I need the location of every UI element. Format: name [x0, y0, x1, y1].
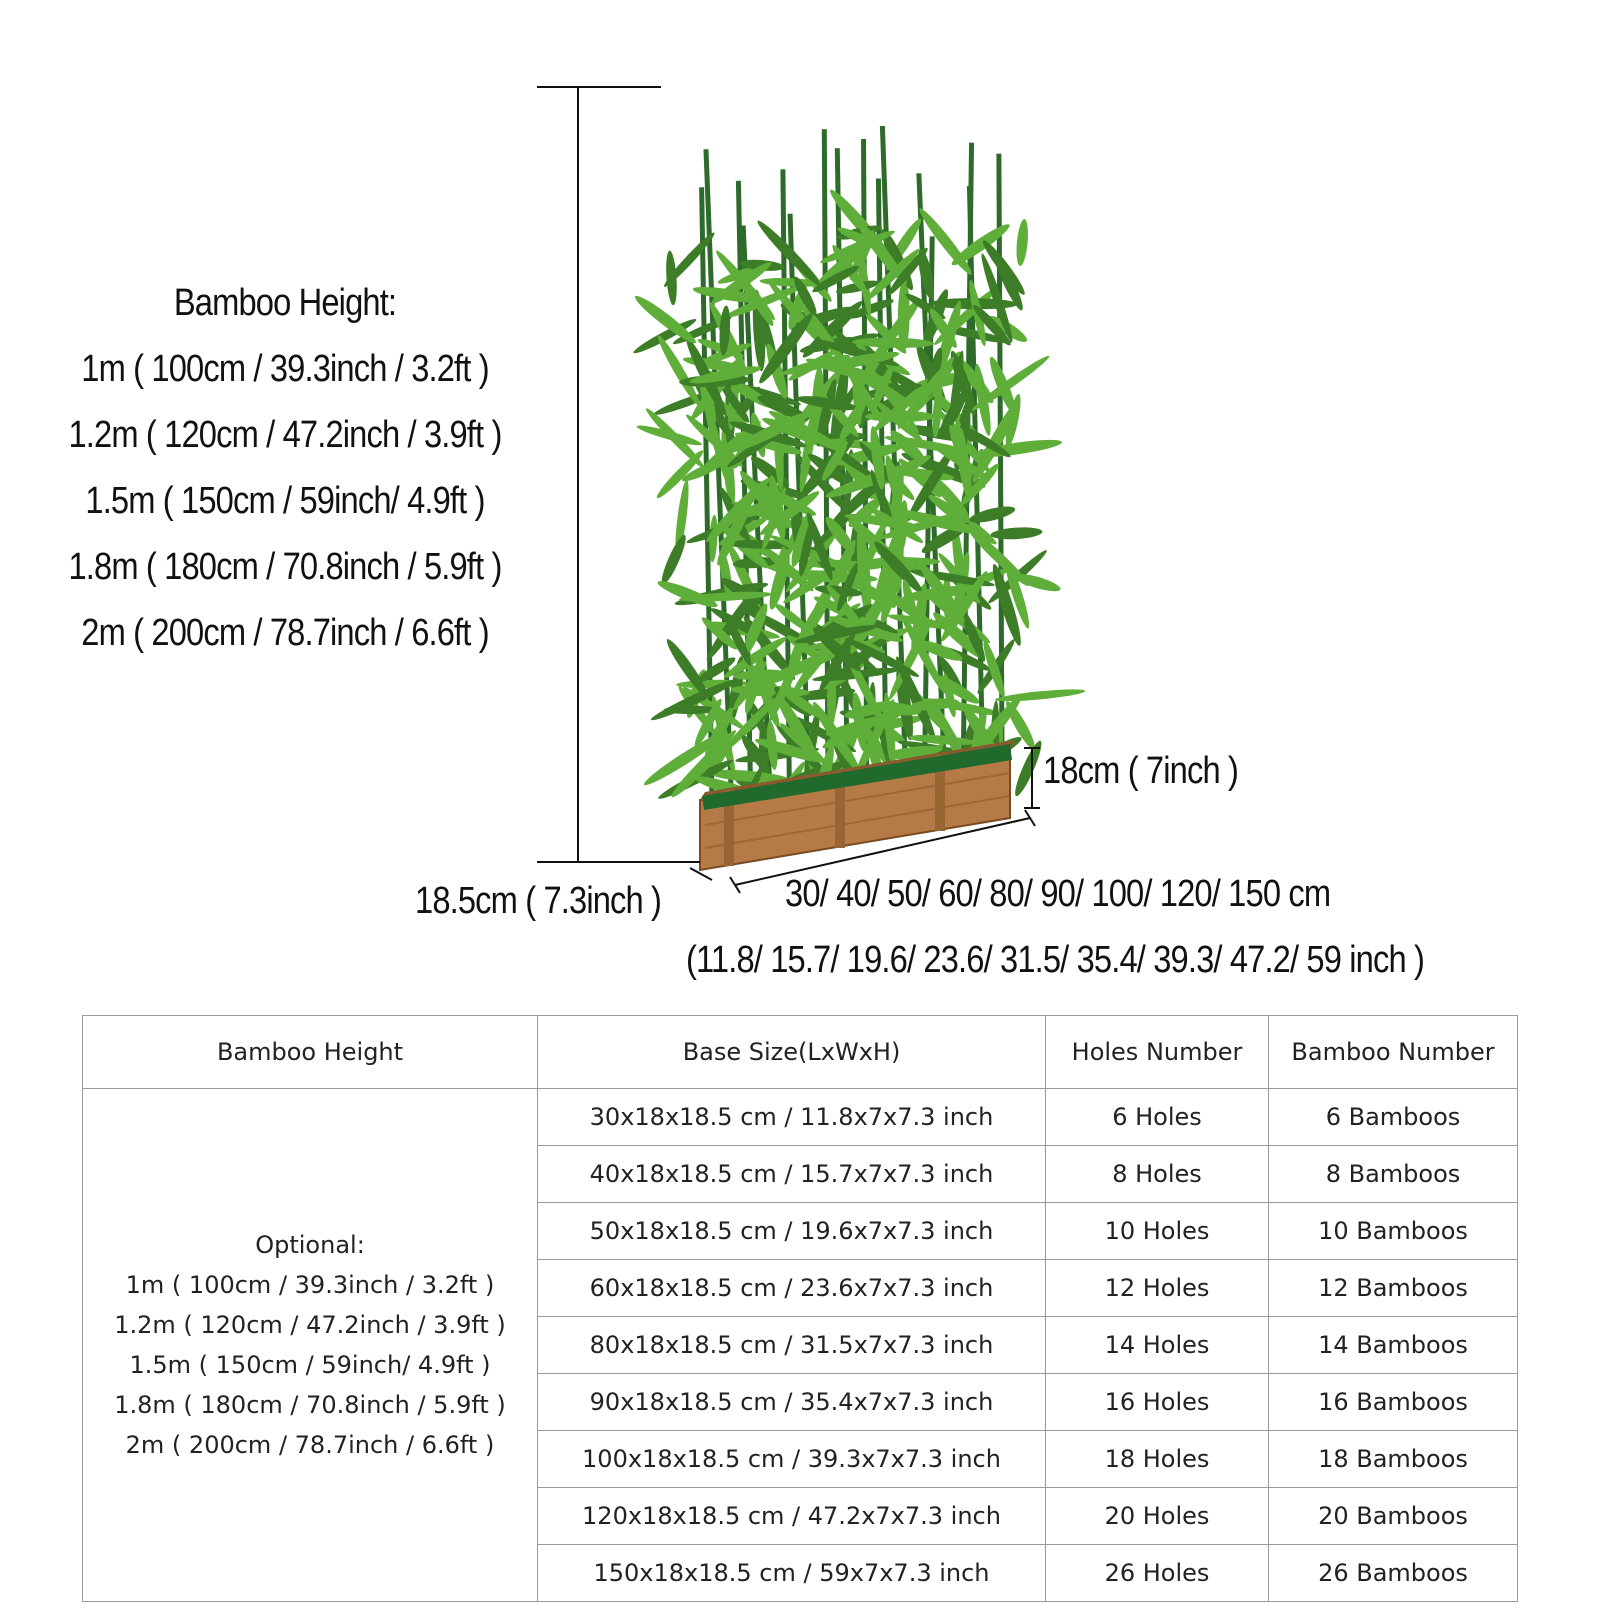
header-base-size: Base Size(LxWxH) [538, 1016, 1046, 1089]
bamboo-height-list [0, 270, 570, 666]
optional-height: 1.8m ( 180cm / 70.8inch / 5.9ft ) [114, 1391, 506, 1419]
header-holes-number: Holes Number [1046, 1016, 1269, 1089]
cell-holes: 12 Holes [1046, 1260, 1269, 1317]
optional-height: 1.5m ( 150cm / 59inch/ 4.9ft ) [129, 1351, 491, 1379]
spec-table [82, 1015, 1518, 1602]
bamboo-leaf [654, 333, 703, 408]
cell-bamboos: 6 Bamboos [1269, 1089, 1518, 1146]
spec-table-body [83, 1089, 1518, 1602]
optional-height: 1m ( 100cm / 39.3inch / 3.2ft ) [125, 1271, 495, 1299]
cell-holes: 14 Holes [1046, 1317, 1269, 1374]
bamboo-leaf [665, 250, 679, 305]
height-option: 1.5m ( 150cm / 59inch/ 4.9ft ) [85, 480, 485, 522]
optional-title: Optional: [255, 1231, 365, 1259]
cell-base-size: 30x18x18.5 cm / 11.8x7x7.3 inch [538, 1089, 1046, 1146]
cell-holes: 8 Holes [1046, 1146, 1269, 1203]
cell-holes: 6 Holes [1046, 1089, 1269, 1146]
cell-bamboos: 10 Bamboos [1269, 1203, 1518, 1260]
cell-base-size: 90x18x18.5 cm / 35.4x7x7.3 inch [538, 1374, 1046, 1431]
cell-holes: 18 Holes [1046, 1431, 1269, 1488]
base-height-label: 18cm ( 7inch ) [1043, 750, 1239, 792]
cell-base-size: 50x18x18.5 cm / 19.6x7x7.3 inch [538, 1203, 1046, 1260]
cell-base-size: 40x18x18.5 cm / 15.7x7x7.3 inch [538, 1146, 1046, 1203]
bamboo-leaf [995, 687, 1086, 704]
base-depth-label: 18.5cm ( 7.3inch ) [415, 880, 662, 922]
height-option: 1.2m ( 120cm / 47.2inch / 3.9ft ) [68, 414, 502, 456]
cell-base-size: 120x18x18.5 cm / 47.2x7x7.3 inch [538, 1488, 1046, 1545]
cell-base-size: 150x18x18.5 cm / 59x7x7.3 inch [538, 1545, 1046, 1602]
optional-height: 1.2m ( 120cm / 47.2inch / 3.9ft ) [114, 1311, 506, 1339]
table-header-row [83, 1016, 1518, 1089]
height-option: 1m ( 100cm / 39.3inch / 3.2ft ) [81, 348, 489, 390]
cell-bamboos: 8 Bamboos [1269, 1146, 1518, 1203]
cell-bamboos: 14 Bamboos [1269, 1317, 1518, 1374]
cell-base-size: 80x18x18.5 cm / 31.5x7x7.3 inch [538, 1317, 1046, 1374]
base-lengths-cm-label: 30/ 40/ 50/ 60/ 80/ 90/ 100/ 120/ 150 cm [785, 873, 1331, 915]
cell-bamboos: 18 Bamboos [1269, 1431, 1518, 1488]
optional-heights-cell [83, 1089, 538, 1602]
bamboo-plant-image [631, 126, 1085, 845]
header-bamboo-height: Bamboo Height [83, 1016, 538, 1089]
bamboo-height-title: Bamboo Height: [173, 282, 397, 324]
base-lengths-inch-label: (11.8/ 15.7/ 19.6/ 23.6/ 31.5/ 35.4/ 39.3/ 47.2/ 59 inch ) [686, 939, 1425, 981]
optional-height: 2m ( 200cm / 78.7inch / 6.6ft ) [125, 1431, 495, 1459]
cell-bamboos: 12 Bamboos [1269, 1260, 1518, 1317]
cell-bamboos: 20 Bamboos [1269, 1488, 1518, 1545]
bamboo-leaf [990, 526, 1043, 541]
cell-holes: 26 Holes [1046, 1545, 1269, 1602]
cell-holes: 10 Holes [1046, 1203, 1269, 1260]
height-option: 2m ( 200cm / 78.7inch / 6.6ft ) [81, 612, 489, 654]
cell-base-size: 60x18x18.5 cm / 23.6x7x7.3 inch [538, 1260, 1046, 1317]
header-bamboo-number: Bamboo Number [1269, 1016, 1518, 1089]
cell-holes: 16 Holes [1046, 1374, 1269, 1431]
cell-bamboos: 26 Bamboos [1269, 1545, 1518, 1602]
cell-holes: 20 Holes [1046, 1488, 1269, 1545]
bamboo-leaf [1015, 219, 1030, 267]
cell-bamboos: 16 Bamboos [1269, 1374, 1518, 1431]
table-row [83, 1089, 1518, 1146]
height-option: 1.8m ( 180cm / 70.8inch / 5.9ft ) [68, 546, 502, 588]
bamboo-leaf [658, 533, 690, 587]
cell-base-size: 100x18x18.5 cm / 39.3x7x7.3 inch [538, 1431, 1046, 1488]
